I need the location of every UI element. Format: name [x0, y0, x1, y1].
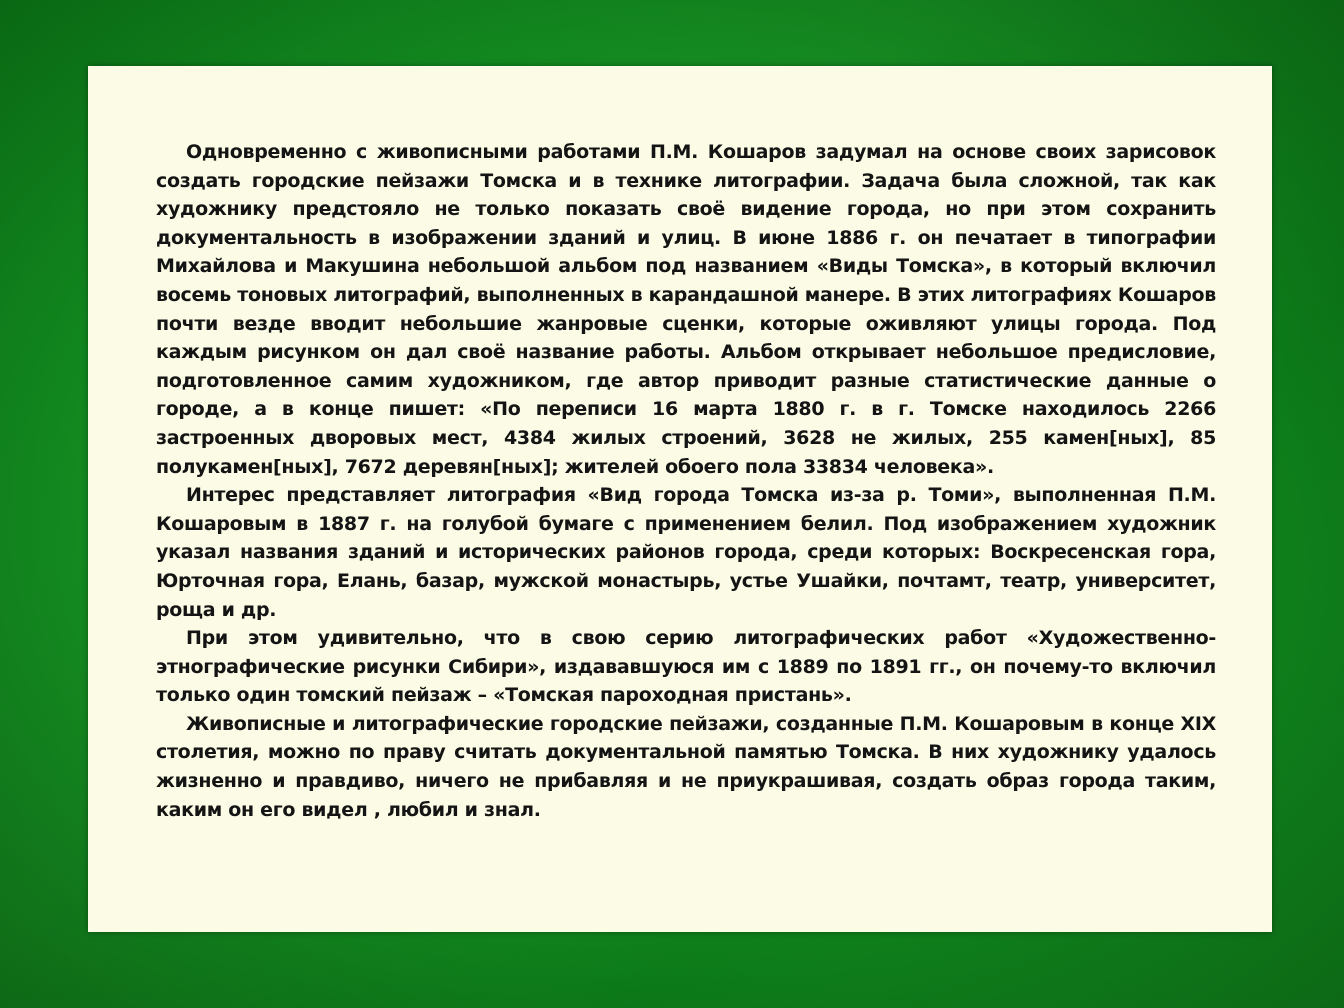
paragraph-2: Интерес представляет литография «Вид города Томска из-за р. Томи», выполненная П.М. Кошаровым в 1887 г. на голубой бумаге с применением белил. Под изображением художник указал названия зданий и исторических районов города, среди которых: Воскресенская гора, Юрточная гора, Елань, базар, мужской монастырь, устье Ушайки, почтамт, театр, университет, роща и др.: [156, 484, 1216, 621]
text-body: [156, 138, 1216, 824]
paragraph-4: Живописные и литографические городские пейзажи, созданные П.М. Кошаровым в конце XIX столетия, можно по праву считать документальной памятью Томска. В них художнику удалось жизненно и правдиво, ничего не прибавляя и не приукрашивая, создать образ города таким, каким он его видел , любил и знал.: [156, 712, 1216, 821]
paragraph-1: Одновременно с живописными работами П.М. Кошаров задумал на основе своих зарисовок создать городские пейзажи Томска и в технике литографии. Задача была сложной, так как художнику предстояло не только показать своё видение города, но при этом сохранить документальность в изображении зданий и улиц. В июне 1886 г. он печатает в типографии Михайлова и Макушина небольшой альбом под названием «Виды Томска», в который включил восемь тоновых литографий, выполненных в карандашной манере. В этих литографиях Кошаров почти везде вводит небольшие жанровые сценки, которые оживляют улицы города. Под каждым рисунком он дал своё название работы. Альбом открывает небольшое предисловие, подготовленное самим художником, где автор приводит разные статистические данные о городе, а в конце пишет: «По переписи 16 марта 1880 г. в г. Томске находилось 2266 застроенных дворовых мест, 4384 жилых строений, 3628 не жилых, 255 камен[ных], 85 полукамен[ных], 7672 деревян[ных]; жителей обоего пола 33834 человека».: [156, 141, 1216, 478]
text-card: [88, 66, 1272, 932]
paragraph-3: При этом удивительно, что в свою серию литографических работ «Художественно-этнографические рисунки Сибири», издававшуюся им с 1889 по 1891 гг., он почему-то включил только один томский пейзаж – «Томская пароходная пристань».: [156, 627, 1216, 707]
